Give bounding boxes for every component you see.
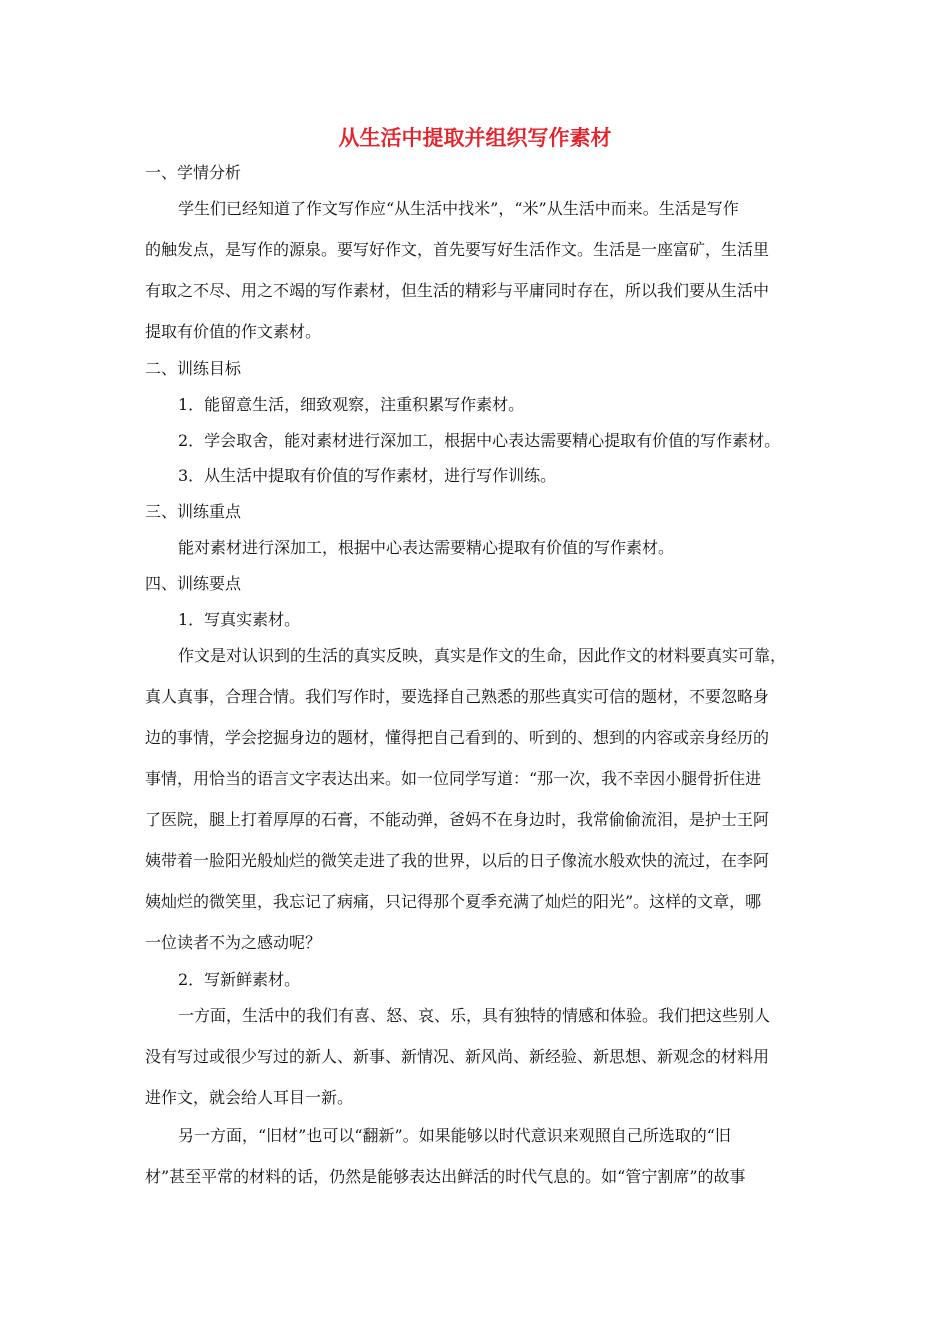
goal-item: 1．能留意生活，细致观察，注重积累写作素材。 [178,395,525,414]
paragraph-line: 作文是对认识到的生活的真实反映，真实是作文的生命，因此作文的材料要真实可靠， [178,646,787,665]
section-heading-3: 三、训练重点 [145,502,242,521]
goal-item: 3．从生活中提取有价值的写作素材，进行写作训练。 [178,466,557,485]
paragraph-line: 材”甚至平常的材料的话，仍然是能够表达出鲜活的时代气息的。如“管宁割席”的故事 [145,1167,746,1186]
subheading-new: 2．写新鲜素材。 [178,970,301,989]
paragraph-line: 了医院，腿上打着厚厚的石膏，不能动弹，爸妈不在身边时，我常偷偷流泪，是护士王阿 [145,810,770,829]
paragraph-line: 学生们已经知道了作文写作应“从生活中找米”，“米”从生活中而来。生活是写作 [178,199,739,218]
paragraph-line: 另一方面，“旧材”也可以“翻新”。如果能够以时代意识来观照自己所选取的“旧 [178,1126,731,1145]
goal-item: 2．学会取舍，能对素材进行深加工，根据中心表达需要精心提取有价值的写作素材。 [178,431,781,450]
document-title: 从生活中提取并组织写作素材 [338,125,612,150]
paragraph-line: 提取有价值的作文素材。 [145,322,322,341]
paragraph-line: 事情，用恰当的语言文字表达出来。如一位同学写道：“那一次，我不幸因小腿骨折住进 [145,769,762,788]
paragraph-line: 姨带着一脸阳光般灿烂的微笑走进了我的世界，以后的日子像流水般欢快的流过，在李阿 [145,851,770,870]
paragraph-line: 有取之不尽、用之不竭的写作素材，但生活的精彩与平庸同时存在，所以我们要从生活中 [145,281,770,300]
section-heading-4: 四、训练要点 [145,574,242,593]
paragraph-line: 进作文，就会给人耳目一新。 [145,1088,354,1107]
section-heading-2: 二、训练目标 [145,359,242,378]
paragraph-line: 姨灿烂的微笑里，我忘记了病痛，只记得那个夏季充满了灿烂的阳光”。这样的文章，哪 [145,892,762,911]
paragraph-line: 一方面，生活中的我们有喜、怒、哀、乐，具有独特的情感和体验。我们把这些别人 [178,1006,771,1025]
paragraph-line: 真人真事，合理合情。我们写作时，要选择自己熟悉的那些真实可信的题材，不要忽略身 [145,687,770,706]
paragraph-line: 的触发点，是写作的源泉。要写好作文，首先要写好生活作文。生活是一座富矿，生活里 [145,240,770,259]
paragraph-line: 没有写过或很少写过的新人、新事、新情况、新风尚、新经验、新思想、新观念的材料用 [145,1047,770,1066]
paragraph-focus: 能对素材进行深加工，根据中心表达需要精心提取有价值的写作素材。 [178,538,675,557]
paragraph-line: 一位读者不为之感动呢？ [145,933,322,952]
subheading-real: 1．写真实素材。 [178,610,301,629]
paragraph-line: 边的事情，学会挖掘身边的题材，懂得把自己看到的、听到的、想到的内容或亲身经历的 [145,728,770,747]
section-heading-1: 一、学情分析 [145,163,242,182]
